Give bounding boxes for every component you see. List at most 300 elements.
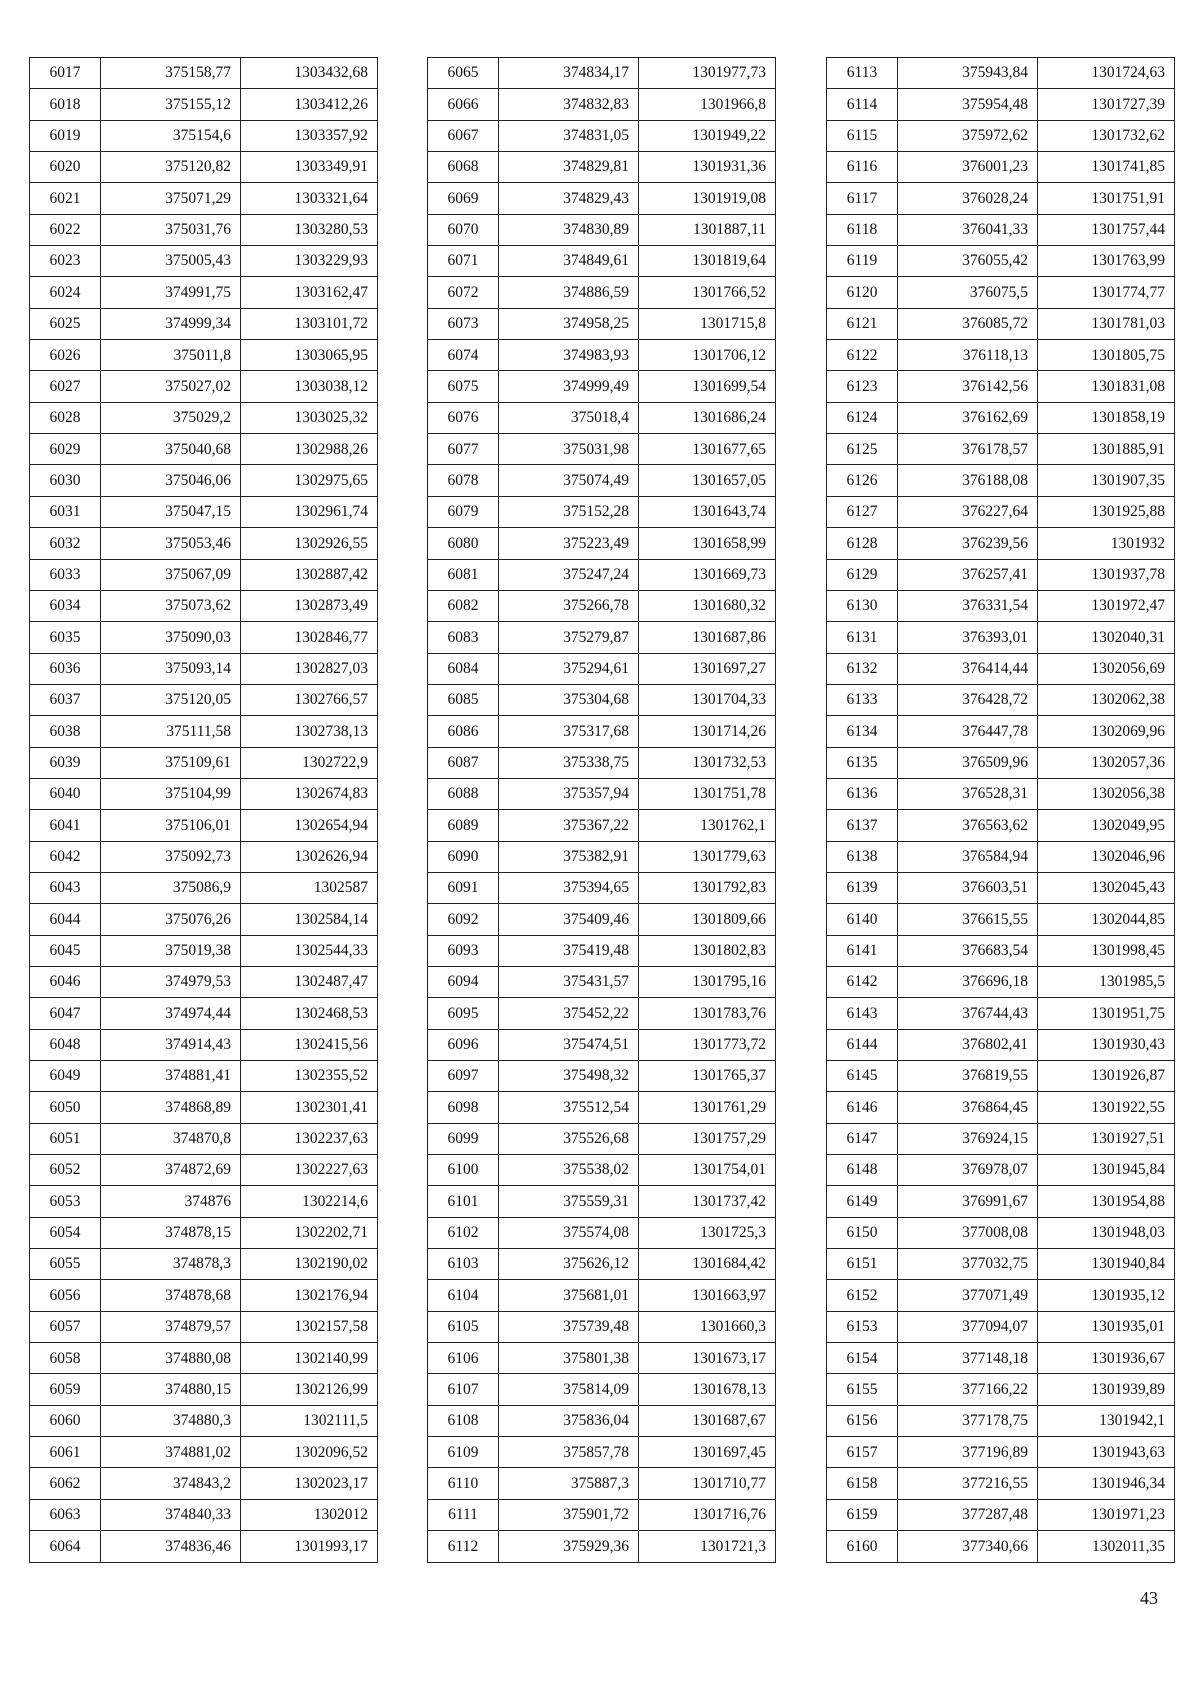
y-coordinate-cell: 1302227,63 — [241, 1155, 378, 1186]
y-coordinate-cell: 1301678,13 — [639, 1374, 776, 1405]
table-row — [428, 371, 776, 402]
table-row — [30, 246, 378, 277]
x-coordinate-cell: 375093,14 — [101, 653, 241, 684]
point-number-cell: 6047 — [30, 998, 101, 1029]
table-row — [827, 1029, 1175, 1060]
x-coordinate-cell: 376239,56 — [898, 528, 1038, 559]
x-coordinate-cell: 375074,49 — [499, 465, 639, 496]
point-number-cell: 6143 — [827, 998, 898, 1029]
y-coordinate-cell: 1301732,53 — [639, 747, 776, 778]
point-number-cell: 6018 — [30, 89, 101, 120]
point-number-cell: 6066 — [428, 89, 499, 120]
point-number-cell: 6092 — [428, 904, 499, 935]
table-row — [827, 371, 1175, 402]
x-coordinate-cell: 376227,64 — [898, 496, 1038, 527]
table-row — [30, 340, 378, 371]
point-number-cell: 6061 — [30, 1437, 101, 1468]
x-coordinate-cell: 376864,45 — [898, 1092, 1038, 1123]
x-coordinate-cell: 375972,62 — [898, 120, 1038, 151]
y-coordinate-cell: 1302654,94 — [241, 810, 378, 841]
y-coordinate-cell: 1301724,63 — [1038, 58, 1175, 89]
table-row — [827, 1092, 1175, 1123]
x-coordinate-cell: 374991,75 — [101, 277, 241, 308]
y-coordinate-cell: 1301697,27 — [639, 653, 776, 684]
x-coordinate-cell: 375382,91 — [499, 841, 639, 872]
point-number-cell: 6043 — [30, 872, 101, 903]
table-row — [428, 1405, 776, 1436]
point-number-cell: 6062 — [30, 1468, 101, 1499]
x-coordinate-cell: 376257,41 — [898, 559, 1038, 590]
y-coordinate-cell: 1301761,29 — [639, 1092, 776, 1123]
x-coordinate-cell: 375076,26 — [101, 904, 241, 935]
x-coordinate-cell: 375047,15 — [101, 496, 241, 527]
point-number-cell: 6069 — [428, 183, 499, 214]
point-number-cell: 6049 — [30, 1061, 101, 1092]
point-number-cell: 6023 — [30, 246, 101, 277]
table-row — [827, 966, 1175, 997]
y-coordinate-cell: 1301966,8 — [639, 89, 776, 120]
x-coordinate-cell: 376447,78 — [898, 716, 1038, 747]
table-row — [30, 1061, 378, 1092]
y-coordinate-cell: 1301754,01 — [639, 1155, 776, 1186]
x-coordinate-cell: 374979,53 — [101, 966, 241, 997]
point-number-cell: 6063 — [30, 1499, 101, 1530]
x-coordinate-cell: 377148,18 — [898, 1343, 1038, 1374]
x-coordinate-cell: 375512,54 — [499, 1092, 639, 1123]
x-coordinate-cell: 376528,31 — [898, 778, 1038, 809]
y-coordinate-cell: 1301663,97 — [639, 1280, 776, 1311]
table-row — [428, 653, 776, 684]
x-coordinate-cell: 374830,89 — [499, 214, 639, 245]
y-coordinate-cell: 1303412,26 — [241, 89, 378, 120]
point-number-cell: 6031 — [30, 496, 101, 527]
x-coordinate-cell: 374870,8 — [101, 1123, 241, 1154]
table-row — [30, 684, 378, 715]
y-coordinate-cell: 1301766,52 — [639, 277, 776, 308]
point-number-cell: 6138 — [827, 841, 898, 872]
table-row — [428, 152, 776, 183]
table-row — [428, 1029, 776, 1060]
point-number-cell: 6120 — [827, 277, 898, 308]
x-coordinate-cell: 376615,55 — [898, 904, 1038, 935]
table-row — [428, 246, 776, 277]
x-coordinate-cell: 374914,43 — [101, 1029, 241, 1060]
table-row — [827, 1061, 1175, 1092]
y-coordinate-cell: 1301751,91 — [1038, 183, 1175, 214]
point-number-cell: 6139 — [827, 872, 898, 903]
x-coordinate-cell: 375067,09 — [101, 559, 241, 590]
x-coordinate-cell: 376055,42 — [898, 246, 1038, 277]
table-row — [827, 1499, 1175, 1530]
point-number-cell: 6130 — [827, 590, 898, 621]
x-coordinate-cell: 376819,55 — [898, 1061, 1038, 1092]
point-number-cell: 6019 — [30, 120, 101, 151]
x-coordinate-cell: 374880,08 — [101, 1343, 241, 1374]
table-row — [827, 716, 1175, 747]
y-coordinate-cell: 1302202,71 — [241, 1217, 378, 1248]
point-number-cell: 6148 — [827, 1155, 898, 1186]
x-coordinate-cell: 375155,12 — [101, 89, 241, 120]
point-number-cell: 6095 — [428, 998, 499, 1029]
y-coordinate-cell: 1301792,83 — [639, 872, 776, 903]
x-coordinate-cell: 374829,43 — [499, 183, 639, 214]
point-number-cell: 6074 — [428, 340, 499, 371]
point-number-cell: 6126 — [827, 465, 898, 496]
x-coordinate-cell: 375857,78 — [499, 1437, 639, 1468]
point-number-cell: 6076 — [428, 402, 499, 433]
y-coordinate-cell: 1301998,45 — [1038, 935, 1175, 966]
point-number-cell: 6125 — [827, 434, 898, 465]
point-number-cell: 6078 — [428, 465, 499, 496]
y-coordinate-cell: 1301727,39 — [1038, 89, 1175, 120]
y-coordinate-cell: 1301932 — [1038, 528, 1175, 559]
y-coordinate-cell: 1301781,03 — [1038, 308, 1175, 339]
x-coordinate-cell: 376563,62 — [898, 810, 1038, 841]
table-row — [428, 1249, 776, 1280]
x-coordinate-cell: 375801,38 — [499, 1343, 639, 1374]
table-row — [827, 340, 1175, 371]
table-row — [827, 1249, 1175, 1280]
table-row — [30, 935, 378, 966]
table-row — [30, 371, 378, 402]
table-row — [827, 559, 1175, 590]
y-coordinate-cell: 1302049,95 — [1038, 810, 1175, 841]
point-number-cell: 6151 — [827, 1249, 898, 1280]
table-row — [428, 716, 776, 747]
x-coordinate-cell: 375338,75 — [499, 747, 639, 778]
y-coordinate-cell: 1302045,43 — [1038, 872, 1175, 903]
y-coordinate-cell: 1302988,26 — [241, 434, 378, 465]
x-coordinate-cell: 375111,58 — [101, 716, 241, 747]
table-row — [30, 1092, 378, 1123]
x-coordinate-cell: 374880,3 — [101, 1405, 241, 1436]
x-coordinate-cell: 374878,3 — [101, 1249, 241, 1280]
x-coordinate-cell: 374999,49 — [499, 371, 639, 402]
y-coordinate-cell: 1302011,35 — [1038, 1531, 1175, 1562]
point-number-cell: 6147 — [827, 1123, 898, 1154]
x-coordinate-cell: 375574,08 — [499, 1217, 639, 1248]
point-number-cell: 6091 — [428, 872, 499, 903]
point-number-cell: 6052 — [30, 1155, 101, 1186]
y-coordinate-cell: 1301658,99 — [639, 528, 776, 559]
x-coordinate-cell: 374836,46 — [101, 1531, 241, 1562]
point-number-cell: 6142 — [827, 966, 898, 997]
y-coordinate-cell: 1302584,14 — [241, 904, 378, 935]
table-row — [30, 1437, 378, 1468]
point-number-cell: 6114 — [827, 89, 898, 120]
point-number-cell: 6150 — [827, 1217, 898, 1248]
y-coordinate-cell: 1302056,38 — [1038, 778, 1175, 809]
table-row — [827, 622, 1175, 653]
table-row — [428, 1374, 776, 1405]
x-coordinate-cell: 376509,96 — [898, 747, 1038, 778]
y-coordinate-cell: 1303162,47 — [241, 277, 378, 308]
y-coordinate-cell: 1301643,74 — [639, 496, 776, 527]
table-row — [30, 1531, 378, 1562]
x-coordinate-cell: 377340,66 — [898, 1531, 1038, 1562]
point-number-cell: 6145 — [827, 1061, 898, 1092]
y-coordinate-cell: 1301765,37 — [639, 1061, 776, 1092]
y-coordinate-cell: 1302012 — [241, 1499, 378, 1530]
y-coordinate-cell: 1301669,73 — [639, 559, 776, 590]
y-coordinate-cell: 1302674,83 — [241, 778, 378, 809]
x-coordinate-cell: 374879,57 — [101, 1311, 241, 1342]
point-number-cell: 6129 — [827, 559, 898, 590]
point-number-cell: 6109 — [428, 1437, 499, 1468]
y-coordinate-cell: 1301704,33 — [639, 684, 776, 715]
x-coordinate-cell: 375040,68 — [101, 434, 241, 465]
y-coordinate-cell: 1303349,91 — [241, 152, 378, 183]
y-coordinate-cell: 1301657,05 — [639, 465, 776, 496]
x-coordinate-cell: 374878,68 — [101, 1280, 241, 1311]
y-coordinate-cell: 1301819,64 — [639, 246, 776, 277]
y-coordinate-cell: 1302096,52 — [241, 1437, 378, 1468]
table-row — [30, 1217, 378, 1248]
y-coordinate-cell: 1301783,76 — [639, 998, 776, 1029]
table-row — [30, 559, 378, 590]
x-coordinate-cell: 377216,55 — [898, 1468, 1038, 1499]
y-coordinate-cell: 1301805,75 — [1038, 340, 1175, 371]
point-number-cell: 6086 — [428, 716, 499, 747]
x-coordinate-cell: 376142,56 — [898, 371, 1038, 402]
y-coordinate-cell: 1301946,34 — [1038, 1468, 1175, 1499]
x-coordinate-cell: 376744,43 — [898, 998, 1038, 1029]
x-coordinate-cell: 375739,48 — [499, 1311, 639, 1342]
point-number-cell: 6124 — [827, 402, 898, 433]
table-row — [827, 684, 1175, 715]
x-coordinate-cell: 375120,82 — [101, 152, 241, 183]
table-row — [30, 89, 378, 120]
x-coordinate-cell: 375836,04 — [499, 1405, 639, 1436]
point-number-cell: 6065 — [428, 58, 499, 89]
point-number-cell: 6025 — [30, 308, 101, 339]
y-coordinate-cell: 1302237,63 — [241, 1123, 378, 1154]
x-coordinate-cell: 376178,57 — [898, 434, 1038, 465]
y-coordinate-cell: 1302846,77 — [241, 622, 378, 653]
x-coordinate-cell: 376584,94 — [898, 841, 1038, 872]
table-row — [428, 308, 776, 339]
x-coordinate-cell: 377094,07 — [898, 1311, 1038, 1342]
y-coordinate-cell: 1303038,12 — [241, 371, 378, 402]
y-coordinate-cell: 1301809,66 — [639, 904, 776, 935]
x-coordinate-cell: 376696,18 — [898, 966, 1038, 997]
x-coordinate-cell: 376162,69 — [898, 402, 1038, 433]
y-coordinate-cell: 1301687,86 — [639, 622, 776, 653]
x-coordinate-cell: 377071,49 — [898, 1280, 1038, 1311]
table-row — [428, 1155, 776, 1186]
point-number-cell: 6136 — [827, 778, 898, 809]
y-coordinate-cell: 1302069,96 — [1038, 716, 1175, 747]
x-coordinate-cell: 375559,31 — [499, 1186, 639, 1217]
x-coordinate-cell: 376028,24 — [898, 183, 1038, 214]
point-number-cell: 6017 — [30, 58, 101, 89]
x-coordinate-cell: 376603,51 — [898, 872, 1038, 903]
x-coordinate-cell: 377196,89 — [898, 1437, 1038, 1468]
point-number-cell: 6033 — [30, 559, 101, 590]
point-number-cell: 6155 — [827, 1374, 898, 1405]
table-row — [30, 308, 378, 339]
x-coordinate-cell: 375954,48 — [898, 89, 1038, 120]
point-number-cell: 6032 — [30, 528, 101, 559]
x-coordinate-cell: 375071,29 — [101, 183, 241, 214]
y-coordinate-cell: 1302587 — [241, 872, 378, 903]
table-row — [428, 1437, 776, 1468]
x-coordinate-cell: 374974,44 — [101, 998, 241, 1029]
point-number-cell: 6058 — [30, 1343, 101, 1374]
table-row — [428, 1061, 776, 1092]
y-coordinate-cell: 1301927,51 — [1038, 1123, 1175, 1154]
point-number-cell: 6119 — [827, 246, 898, 277]
table-row — [827, 277, 1175, 308]
x-coordinate-cell: 376041,33 — [898, 214, 1038, 245]
y-coordinate-cell: 1301977,73 — [639, 58, 776, 89]
point-number-cell: 6042 — [30, 841, 101, 872]
point-number-cell: 6083 — [428, 622, 499, 653]
table-row — [428, 340, 776, 371]
point-number-cell: 6040 — [30, 778, 101, 809]
y-coordinate-cell: 1301677,65 — [639, 434, 776, 465]
x-coordinate-cell: 375154,6 — [101, 120, 241, 151]
y-coordinate-cell: 1301706,12 — [639, 340, 776, 371]
point-number-cell: 6157 — [827, 1437, 898, 1468]
table-row — [428, 183, 776, 214]
x-coordinate-cell: 375005,43 — [101, 246, 241, 277]
table-row — [428, 810, 776, 841]
table-row — [428, 559, 776, 590]
point-number-cell: 6104 — [428, 1280, 499, 1311]
point-number-cell: 6094 — [428, 966, 499, 997]
point-number-cell: 6144 — [827, 1029, 898, 1060]
y-coordinate-cell: 1301699,54 — [639, 371, 776, 402]
point-number-cell: 6079 — [428, 496, 499, 527]
y-coordinate-cell: 1301939,89 — [1038, 1374, 1175, 1405]
point-number-cell: 6117 — [827, 183, 898, 214]
x-coordinate-cell: 375452,22 — [499, 998, 639, 1029]
x-coordinate-cell: 374831,05 — [499, 120, 639, 151]
y-coordinate-cell: 1301757,29 — [639, 1123, 776, 1154]
y-coordinate-cell: 1301931,36 — [639, 152, 776, 183]
table-row — [30, 1249, 378, 1280]
x-coordinate-cell: 374886,59 — [499, 277, 639, 308]
x-coordinate-cell: 375887,3 — [499, 1468, 639, 1499]
x-coordinate-cell: 375019,38 — [101, 935, 241, 966]
point-number-cell: 6030 — [30, 465, 101, 496]
point-number-cell: 6140 — [827, 904, 898, 935]
y-coordinate-cell: 1301993,17 — [241, 1531, 378, 1562]
table-row — [827, 434, 1175, 465]
y-coordinate-cell: 1301795,16 — [639, 966, 776, 997]
table-row — [428, 590, 776, 621]
y-coordinate-cell: 1301907,35 — [1038, 465, 1175, 496]
table-row — [428, 58, 776, 89]
point-number-cell: 6110 — [428, 1468, 499, 1499]
x-coordinate-cell: 375018,4 — [499, 402, 639, 433]
x-coordinate-cell: 377032,75 — [898, 1249, 1038, 1280]
x-coordinate-cell: 375317,68 — [499, 716, 639, 747]
table-row — [428, 1343, 776, 1374]
table-row — [428, 747, 776, 778]
point-number-cell: 6111 — [428, 1499, 499, 1530]
x-coordinate-cell: 376978,07 — [898, 1155, 1038, 1186]
table-row — [827, 465, 1175, 496]
point-number-cell: 6054 — [30, 1217, 101, 1248]
table-row — [827, 1217, 1175, 1248]
table-row — [428, 1531, 776, 1562]
table-row — [30, 872, 378, 903]
point-number-cell: 6057 — [30, 1311, 101, 1342]
point-number-cell: 6146 — [827, 1092, 898, 1123]
point-number-cell: 6028 — [30, 402, 101, 433]
x-coordinate-cell: 375943,84 — [898, 58, 1038, 89]
x-coordinate-cell: 376188,08 — [898, 465, 1038, 496]
point-number-cell: 6039 — [30, 747, 101, 778]
table-row — [428, 89, 776, 120]
point-number-cell: 6132 — [827, 653, 898, 684]
table-row — [30, 1499, 378, 1530]
table-row — [827, 246, 1175, 277]
y-coordinate-cell: 1302046,96 — [1038, 841, 1175, 872]
table-row — [30, 1374, 378, 1405]
y-coordinate-cell: 1303229,93 — [241, 246, 378, 277]
y-coordinate-cell: 1301660,3 — [639, 1311, 776, 1342]
y-coordinate-cell: 1302887,42 — [241, 559, 378, 590]
point-number-cell: 6085 — [428, 684, 499, 715]
table-row — [827, 1343, 1175, 1374]
point-number-cell: 6133 — [827, 684, 898, 715]
table-row — [30, 904, 378, 935]
x-coordinate-cell: 375294,61 — [499, 653, 639, 684]
point-number-cell: 6112 — [428, 1531, 499, 1562]
x-coordinate-cell: 375223,49 — [499, 528, 639, 559]
point-number-cell: 6105 — [428, 1311, 499, 1342]
table-row — [30, 152, 378, 183]
y-coordinate-cell: 1301948,03 — [1038, 1217, 1175, 1248]
y-coordinate-cell: 1301773,72 — [639, 1029, 776, 1060]
table-row — [30, 1468, 378, 1499]
table-row — [30, 214, 378, 245]
y-coordinate-cell: 1302722,9 — [241, 747, 378, 778]
coordinates-table-left — [29, 57, 378, 1563]
point-number-cell: 6082 — [428, 590, 499, 621]
table-row — [30, 120, 378, 151]
table-row — [428, 841, 776, 872]
point-number-cell: 6149 — [827, 1186, 898, 1217]
x-coordinate-cell: 374843,2 — [101, 1468, 241, 1499]
x-coordinate-cell: 375681,01 — [499, 1280, 639, 1311]
table-row — [827, 58, 1175, 89]
point-number-cell: 6075 — [428, 371, 499, 402]
point-number-cell: 6037 — [30, 684, 101, 715]
table-row — [827, 904, 1175, 935]
x-coordinate-cell: 375474,51 — [499, 1029, 639, 1060]
table-row — [428, 904, 776, 935]
table-row — [827, 214, 1175, 245]
table-row — [30, 1155, 378, 1186]
y-coordinate-cell: 1301926,87 — [1038, 1061, 1175, 1092]
point-number-cell: 6068 — [428, 152, 499, 183]
y-coordinate-cell: 1302040,31 — [1038, 622, 1175, 653]
table-row — [30, 402, 378, 433]
x-coordinate-cell: 375104,99 — [101, 778, 241, 809]
x-coordinate-cell: 376001,23 — [898, 152, 1038, 183]
point-number-cell: 6123 — [827, 371, 898, 402]
point-number-cell: 6108 — [428, 1405, 499, 1436]
table-row — [428, 1499, 776, 1530]
point-number-cell: 6059 — [30, 1374, 101, 1405]
point-number-cell: 6118 — [827, 214, 898, 245]
table-row — [827, 1531, 1175, 1562]
table-row — [428, 966, 776, 997]
